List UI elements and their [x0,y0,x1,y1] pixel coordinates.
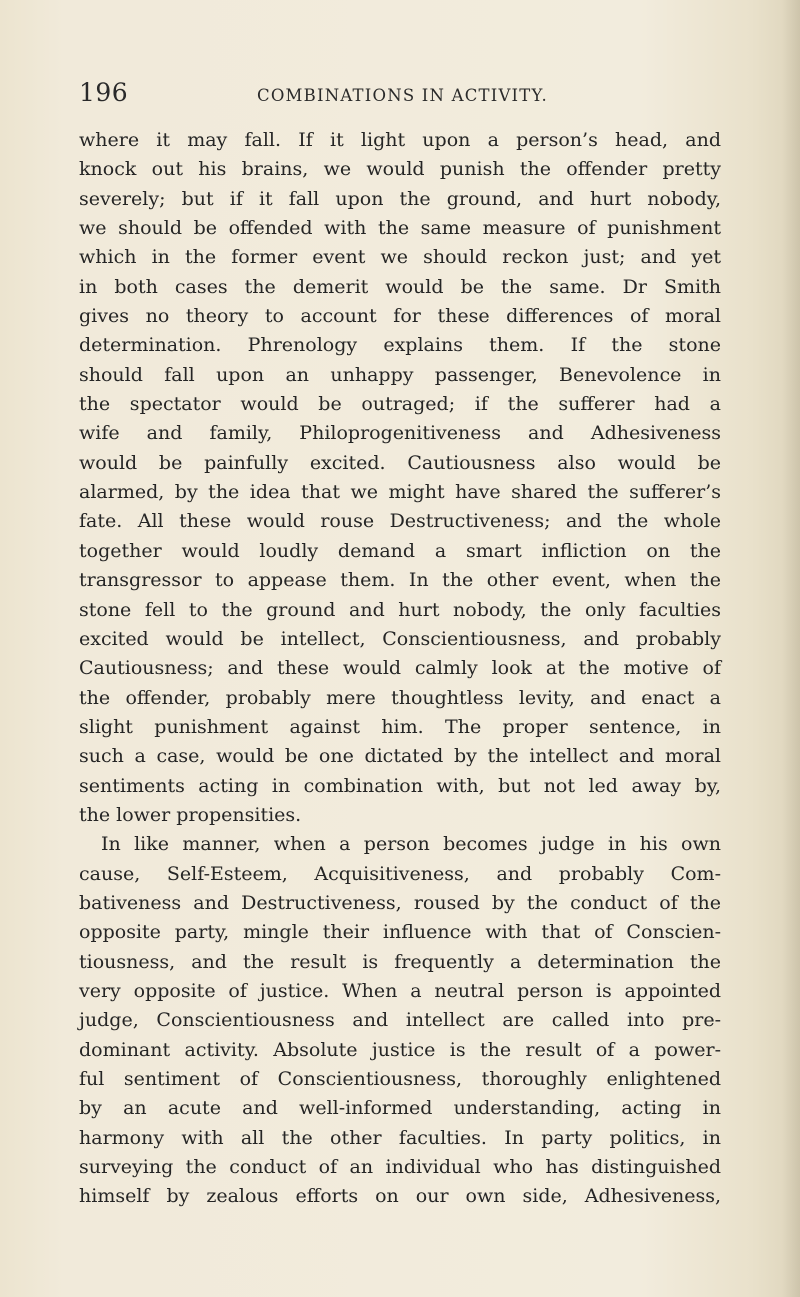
text-line: sentiments acting in combination with, but not led away by, [79,774,721,797]
text-line: where it may fall. If it light upon a person’s head, and [79,129,721,151]
text-line: wife and family, Philoprogenitiveness and Adhesiveness [79,422,721,445]
paragraph-end-line: the lower propensities. [79,803,302,826]
text-line: which in the former event we should reckon just; and yet [79,246,721,269]
text-line: excited would be intellect, Conscientiousness, and probably [79,627,721,650]
text-line: in both cases the demerit would be the same. Dr Smith [79,275,721,298]
text-line: alarmed, by the idea that we might have shared the sufferer’s [79,481,721,504]
text-line: slight punishment against him. The proper sentence, in [79,715,721,738]
text-line: gives no theory to account for these differences of moral [79,305,721,328]
running-head: COMBINATIONS IN ACTIVITY. [257,86,548,105]
text-line: fate. All these would rouse Destructiveness; and the whole [79,510,721,533]
text-line: stone fell to the ground and hurt nobody, the only faculties [79,598,721,621]
text-line: judge, Conscientiousness and intellect are called into pre- [79,1009,721,1032]
text-line: cause, Self-Esteem, Acquisitiveness, and probably Com- [79,862,721,885]
text-line: by an acute and well-informed understanding, acting in [79,1097,721,1120]
text-line: Cautiousness; and these would calmly look at the motive of [79,657,721,680]
page-edge-shadow [782,0,800,1297]
text-line: knock out his brains, we would punish the offender pretty [79,158,721,181]
page-number: 196 [79,78,129,107]
text-line: the offender, probably mere thoughtless levity, and enact a [79,686,721,709]
text-line: harmony with all the other faculties. In party politics, in [79,1126,721,1149]
body-text [79,126,721,1212]
paragraph-start-line: In like manner, when a person becomes judge in his own [101,833,721,856]
text-line: himself by zealous efforts on our own side, Adhesiveness, [79,1185,721,1208]
text-line: transgressor to appease them. In the other event, when the [79,569,721,592]
text-line: determination. Phrenology explains them. If the stone [79,334,721,357]
text-line: tiousness, and the result is frequently a determination the [79,950,721,973]
text-line: together would loudly demand a smart infliction on the [79,539,721,562]
text-line: opposite party, mingle their influence with that of Conscien- [79,921,721,944]
text-line: the spectator would be outraged; if the sufferer had a [79,393,721,416]
text-line: severely; but if it fall upon the ground, and hurt nobody, [79,187,721,210]
text-line: would be painfully excited. Cautiousness also would be [79,451,721,474]
text-line: very opposite of justice. When a neutral person is appointed [79,979,721,1002]
page-header [79,78,719,114]
text-line: ful sentiment of Conscientiousness, thoroughly enlightened [79,1068,721,1090]
text-line: should fall upon an unhappy passenger, Benevolence in [79,363,721,386]
text-line: surveying the conduct of an individual who has distinguished [79,1156,721,1179]
text-line: we should be offended with the same measure of punishment [79,217,721,240]
text-line: such a case, would be one dictated by the intellect and moral [79,745,721,768]
text-line: dominant activity. Absolute justice is the result of a power- [79,1038,721,1061]
text-line: bativeness and Destructiveness, roused by the conduct of the [79,891,721,914]
